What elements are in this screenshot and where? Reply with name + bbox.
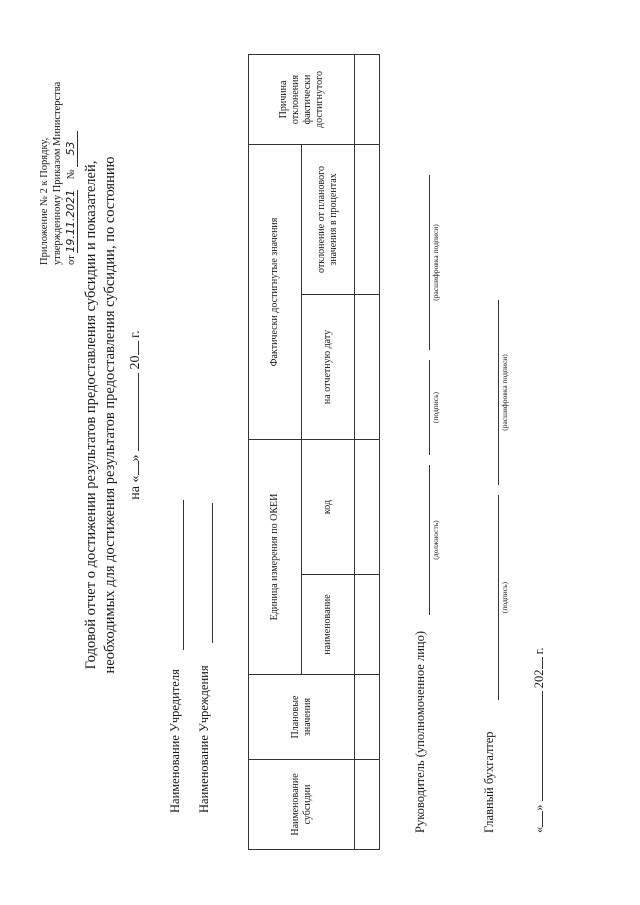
- table-cell[interactable]: [355, 439, 380, 574]
- report-title-line-1: Годовой отчет о достижении результатов предоставления субсидии и показателей,: [83, 160, 99, 670]
- header-actual-deviation-pct: отклонение от планового значения в процентах: [302, 144, 355, 294]
- appendix-order-number: 53: [64, 131, 78, 167]
- header-deviation-reason: Причина отклонения фактически достигнутого: [249, 54, 355, 144]
- header-actual-values: Фактически достигнутые значения: [249, 144, 302, 439]
- table-cell[interactable]: [355, 760, 380, 850]
- header-planned-values: Плановые значения: [249, 675, 355, 760]
- institution-label: Наименование Учреждения: [197, 665, 211, 813]
- signing-date-open-quote: «: [532, 826, 546, 833]
- header-actual-at-date: на отчетную дату: [302, 294, 355, 439]
- report-title-line-2: необходимых для достижения результатов предоставления субсидии, по состоянию: [102, 156, 118, 674]
- table-cell[interactable]: [355, 294, 380, 439]
- appendix-line-1: Приложение № 2 к Порядку,: [39, 137, 50, 265]
- asof-mid: »: [128, 454, 143, 462]
- head-position-hint: (должность): [431, 520, 440, 560]
- head-decoding-hint: (расшифровка подписи): [431, 224, 440, 301]
- asof-year-field[interactable]: [138, 341, 139, 355]
- appendix-from-prefix: от: [66, 255, 77, 265]
- signing-month-field[interactable]: [542, 691, 543, 801]
- accountant-signature-hint: (подпись): [500, 581, 509, 614]
- head-signature-label: Руководитель (уполномоченное лицо): [413, 630, 427, 833]
- signing-date-close-quote: »: [532, 804, 546, 811]
- report-asof-date: [128, 35, 144, 795]
- institution-field[interactable]: [211, 503, 213, 643]
- appendix-header: [38, 25, 78, 265]
- table-cell[interactable]: [355, 575, 380, 675]
- signing-date: [532, 648, 547, 833]
- signing-date-suffix: г.: [532, 647, 546, 655]
- header-unit-code: код: [302, 439, 355, 574]
- head-decoding-field[interactable]: [428, 175, 430, 350]
- appendix-order-ref: [64, 25, 78, 265]
- appendix-order-date: 19.11.2021: [64, 189, 77, 253]
- founder-label: Наименование Учредителя: [168, 669, 182, 813]
- signing-year-field[interactable]: [542, 658, 543, 670]
- asof-suffix: г.: [128, 330, 143, 338]
- header-unit-okei: Единица измерения по ОКЕИ: [249, 439, 302, 674]
- asof-prefix: на «: [128, 475, 143, 500]
- appendix-number-prefix: №: [66, 169, 77, 180]
- asof-year-prefix: 20: [128, 355, 143, 370]
- accountant-decoding-field[interactable]: [497, 300, 499, 485]
- signing-year-prefix: 202: [532, 669, 546, 689]
- head-position-field[interactable]: [428, 465, 430, 615]
- appendix-line-2: утвержденному Приказом Министерства: [52, 81, 63, 265]
- header-unit-name: наименование: [302, 575, 355, 675]
- head-signature-hint: (подпись): [431, 391, 440, 424]
- table-cell[interactable]: [355, 675, 380, 760]
- report-title: [82, 35, 120, 795]
- head-signature-field[interactable]: [428, 360, 430, 455]
- table-cell[interactable]: [355, 144, 380, 294]
- accountant-signature-label: Главный бухгалтер: [482, 731, 496, 833]
- table-row: [355, 54, 380, 849]
- results-table: [248, 54, 380, 850]
- table-cell[interactable]: [355, 54, 380, 144]
- founder-field[interactable]: [182, 500, 184, 650]
- asof-month-field[interactable]: [138, 373, 139, 451]
- asof-day-field[interactable]: [138, 461, 139, 475]
- header-subsidy-name: Наименование субсидии: [249, 760, 355, 850]
- accountant-decoding-hint: (расшифровка подписи): [500, 354, 509, 431]
- accountant-signature-field[interactable]: [497, 495, 499, 700]
- signing-day-field[interactable]: [542, 811, 543, 827]
